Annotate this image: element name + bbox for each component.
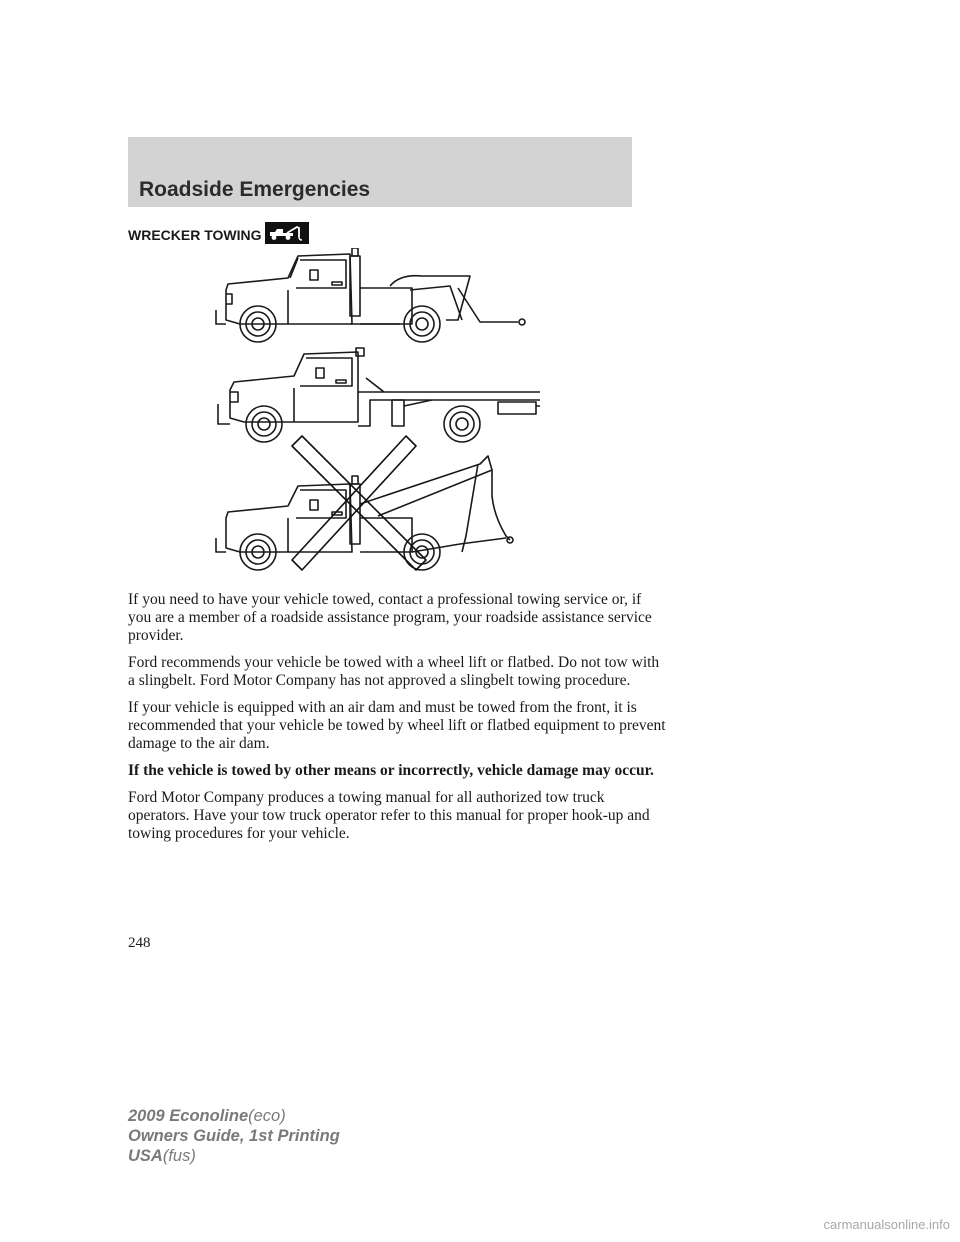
paragraph: Ford recommends your vehicle be towed with a wheel lift or flatbed. Do not tow with a slingbelt. Ford Motor Company has not approved a slingbelt towing procedure. [128, 654, 660, 689]
footer-line-1 [128, 1106, 340, 1126]
paragraph: If your vehicle is equipped with an air dam and must be towed from the front, it is recommended that your vehicle be towed by wheel lift or flatbed equipment to prevent damage to the air dam. [128, 699, 666, 752]
footer-market: USA [128, 1147, 163, 1165]
footer-model: 2009 Econoline [128, 1107, 249, 1125]
body-text [128, 591, 668, 852]
footer-market-code: (fus) [162, 1147, 196, 1165]
paragraph: Ford Motor Company produces a towing manual for all authorized tow truck operators. Have your tow truck operator refer to this manual for proper hook-up and towing procedures for your vehicle. [128, 789, 650, 842]
paragraph: If you need to have your vehicle towed, contact a professional towing service or, if you are a member of a roadside assistance program, your roadside assistance service provider. [128, 591, 652, 644]
page-number: 248 [128, 935, 151, 951]
slingbelt-truck-diagram [216, 436, 513, 570]
section-heading [128, 226, 309, 244]
footer-line-3 [128, 1146, 340, 1166]
page-title: Roadside Emergencies [139, 178, 371, 201]
watermark: carmanualsonline.info [823, 1217, 950, 1232]
towing-diagrams [200, 248, 540, 580]
footer-guide: Owners Guide, 1st Printing [128, 1127, 340, 1145]
footer [128, 1106, 340, 1166]
flatbed-truck-diagram [218, 348, 540, 442]
wheel-lift-truck-diagram [216, 248, 525, 342]
tow-truck-icon [265, 222, 309, 244]
footer-line-2 [128, 1126, 340, 1146]
footer-model-code: (eco) [248, 1107, 286, 1125]
not-approved-x-icon [292, 436, 426, 570]
section-heading-text: WRECKER TOWING [128, 227, 262, 243]
warning-paragraph: If the vehicle is towed by other means or incorrectly, vehicle damage may occur. [128, 762, 654, 779]
